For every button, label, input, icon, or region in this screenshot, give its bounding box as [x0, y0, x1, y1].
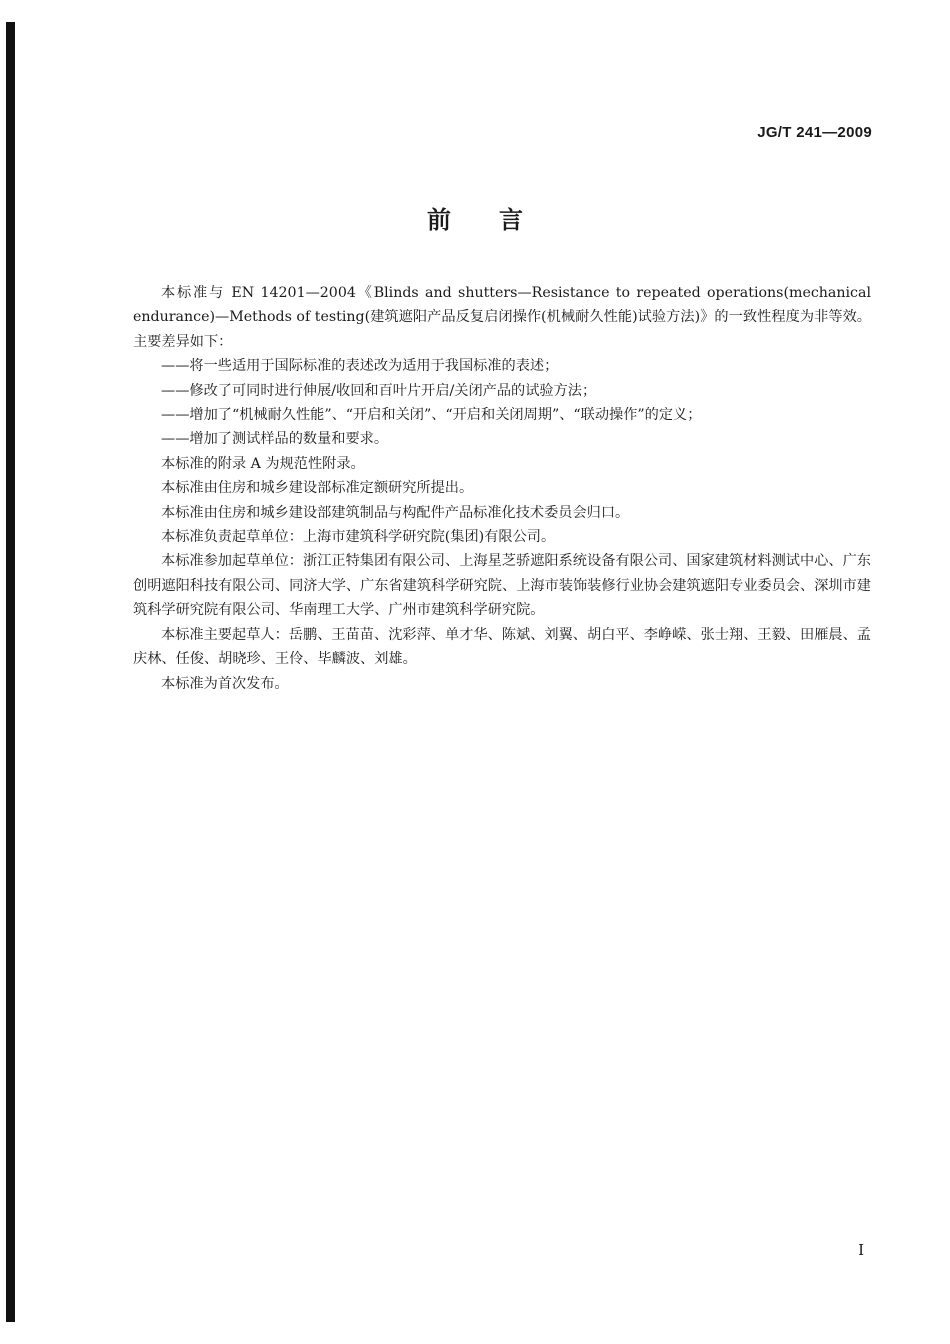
paragraph-lead-drafter: 本标准负责起草单位：上海市建筑科学研究院(集团)有限公司。 — [161, 529, 556, 546]
paragraph-first-release: 本标准为首次发布。 — [161, 675, 289, 692]
paragraph-consistency: 本标准与 EN 14201—2004《Blinds and shutters—Resistance to repeated operations(mechanical endurance)—Methods of testing(建筑遮阳产品反复启闭操作(机械耐久性能)试验方法)》的一致性程度为非等效。主要差异如下： — [133, 285, 871, 350]
page-number: I — [858, 1241, 864, 1259]
paragraph-appendix: 本标准的附录 A 为规范性附录。 — [161, 455, 365, 472]
list-item-difference: ——修改了可同时进行伸展/收回和百叶片开启/关闭产品的试验方法； — [161, 382, 597, 399]
paragraph-committee: 本标准由住房和城乡建设部建筑制品与构配件产品标准化技术委员会归口。 — [161, 504, 630, 521]
page-title: 前言 — [427, 206, 571, 234]
list-item-difference: ——增加了测试样品的数量和要求。 — [161, 431, 389, 448]
document-code: JG/T 241—2009 — [757, 124, 872, 141]
paragraph-main-drafters: 本标准主要起草人：岳鹏、王苗苗、沈彩萍、单才华、陈斌、刘翼、胡白平、李峥嵘、张士翔、王毅、田雁晨、孟庆林、任俊、胡晓珍、王伶、毕麟波、刘雄。 — [133, 626, 871, 668]
document-body — [133, 281, 871, 696]
paragraph-proposer: 本标准由住房和城乡建设部标准定额研究所提出。 — [161, 480, 474, 497]
paragraph-participating-drafters: 本标准参加起草单位：浙江正特集团有限公司、上海星芝骄遮阳系统设备有限公司、国家建筑材料测试中心、广东创明遮阳科技有限公司、同济大学、广东省建筑科学研究院、上海市装饰装修行业协会建筑遮阳专业委员会、深圳市建筑科学研究院有限公司、华南理工大学、广州市建筑科学研究院。 — [133, 553, 871, 619]
list-item-difference: ——将一些适用于国际标准的表述改为适用于我国标准的表述； — [161, 358, 559, 375]
list-item-difference: ——增加了“机械耐久性能”、“开启和关闭”、“开启和关闭周期”、“联动操作”的定义； — [161, 407, 702, 424]
